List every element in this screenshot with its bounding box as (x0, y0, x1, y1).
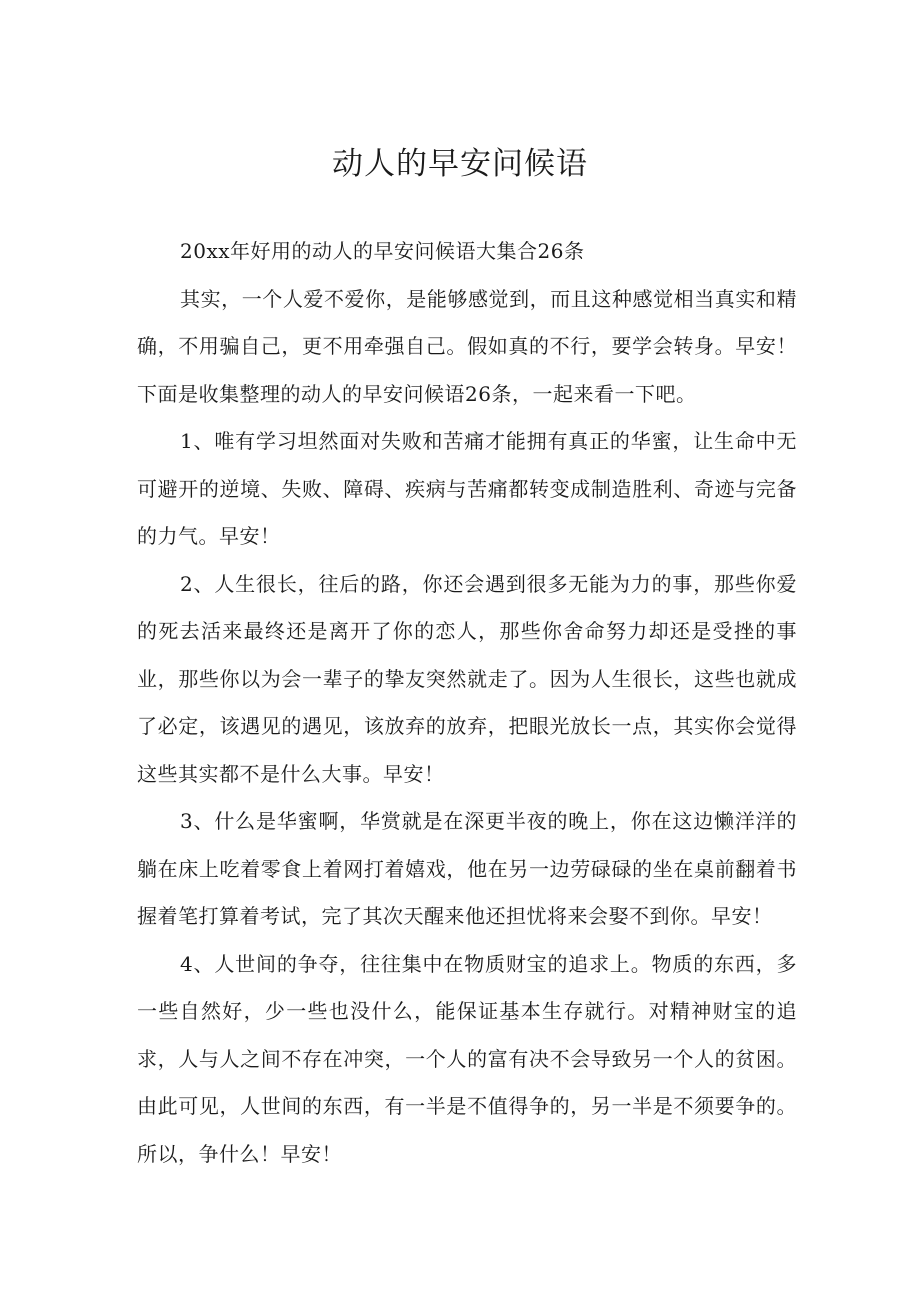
intro-paragraph: 其实，一个人爱不爱你，是能够感觉到，而且这种感觉相当真实和精确，不用骗自己，更不用牵强自己。假如真的不行，要学会转身。早安！下面是收集整理的动人的早安问候语26条，一起来看一下吧。 (137, 286, 797, 406)
greeting-item-2: 2、人生很长，往后的路，你还会遇到很多无能为力的事，那些你爱的死去活来最终还是离开了你的恋人，那些你舍命努力却还是受挫的事业，那些你以为会一辈子的挚友突然就走了。因为人生很长，这些也就成了必定，该遇见的遇见，该放弃的放弃，把眼光放长一点，其实你会觉得这些其实都不是什么大事。早安！ (137, 571, 797, 786)
document-body (137, 228, 797, 1178)
greeting-item-1: 1、唯有学习坦然面对失败和苦痛才能拥有真正的华蜜，让生命中无可避开的逆境、失败、障碍、疾病与苦痛都转变成制造胜利、奇迹与完备的力气。早安！ (137, 429, 797, 548)
page-title: 动人的早安问候语 (332, 146, 588, 182)
greeting-item-3: 3、什么是华蜜啊，华赏就是在深更半夜的晚上，你在这边懒洋洋的躺在床上吃着零食上着网打着嬉戏，他在另一边劳碌碌的坐在桌前翻着书握着笔打算着考试，完了其次天醒来他还担忧将来会娶不到你。早安！ (137, 809, 797, 928)
greeting-item-4: 4、人世间的争夺，往往集中在物质财宝的追求上。物质的东西，多一些自然好，少一些也没什么，能保证基本生存就行。对精神财宝的追求，人与人之间不存在冲突，一个人的富有决不会导致另一个人的贫困。由此可见，人世间的东西，有一半是不值得争的，另一半是不须要争的。所以，争什么！早安！ (137, 951, 797, 1166)
subtitle-paragraph: 20xx年好用的动人的早安问候语大集合26条 (180, 239, 585, 263)
